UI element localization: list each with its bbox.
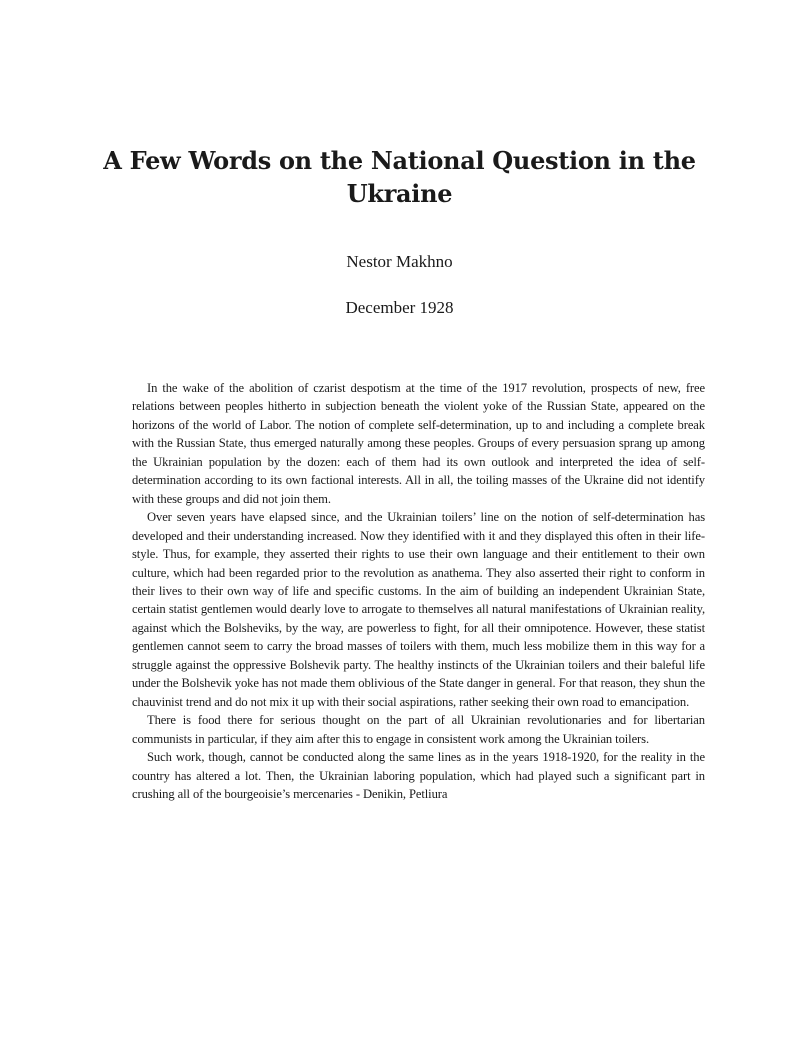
paragraph: Such work, though, cannot be conducted along the same lines as in the years 1918-1920, for the reality in the country has altered a lot. Then, the Ukrainian laboring population, which had played such a significant part in crushing all of the bourgeoisie’s mercenaries - Denikin, Petliura <box>132 750 705 801</box>
document-date: December 1928 <box>345 298 454 317</box>
document-title: A Few Words on the National Question in the Ukraine <box>103 146 696 208</box>
paragraph: There is food there for serious thought on the part of all Ukrainian revolutionaries and for libertarian communists in particular, if they aim after this to engage in consistent work among the Ukrainian toilers. <box>132 713 705 746</box>
paragraph: In the wake of the abolition of czarist despotism at the time of the 1917 revolution, prospects of new, free relations between peoples hitherto in subjection beneath the violent yoke of the Russian State, appeared on the horizons of the world of Labor. The notion of complete self-determination, up to and including a complete break with the Russian State, thus emerged naturally among these peoples. Groups of every persuasion sprang up among the Ukrainian population by the dozen: each of them had its own outlook and interpreted the idea of self-determination according to its own factional interests. All in all, the toiling masses of the Ukraine did not identify with these groups and did not join them. <box>132 381 705 506</box>
paragraph: Over seven years have elapsed since, and the Ukrainian toilers’ line on the notion of self-determination has developed and their understanding increased. Now they identified with it and they displayed this often in their life-style. Thus, for example, they asserted their rights to use their own language and their entitlement to their own culture, which had been regarded prior to the revolution as anathema. They also asserted their right to conform in their lives to their own way of life and specific customs. In the aim of building an independent Ukrainian State, certain statist gentlemen would dearly love to arrogate to themselves all natural manifestations of Ukrainian reality, against which the Bolsheviks, by the way, are powerless to fight, for all their omnipotence. However, these statist gentlemen cannot seem to carry the broad masses of toilers with them, much less mobilize them in this way for a struggle against the oppressive Bolshevik party. The healthy instincts of the Ukrainian toilers and their baleful life under the Bolshevik yoke has not made them oblivious of the State danger in general. For that reason, they shun the chauvinist trend and do not mix it up with their social aspirations, rather seeking their own road to emancipation. <box>132 510 705 709</box>
document-author: Nestor Makhno <box>346 252 453 271</box>
document-body <box>132 379 705 803</box>
